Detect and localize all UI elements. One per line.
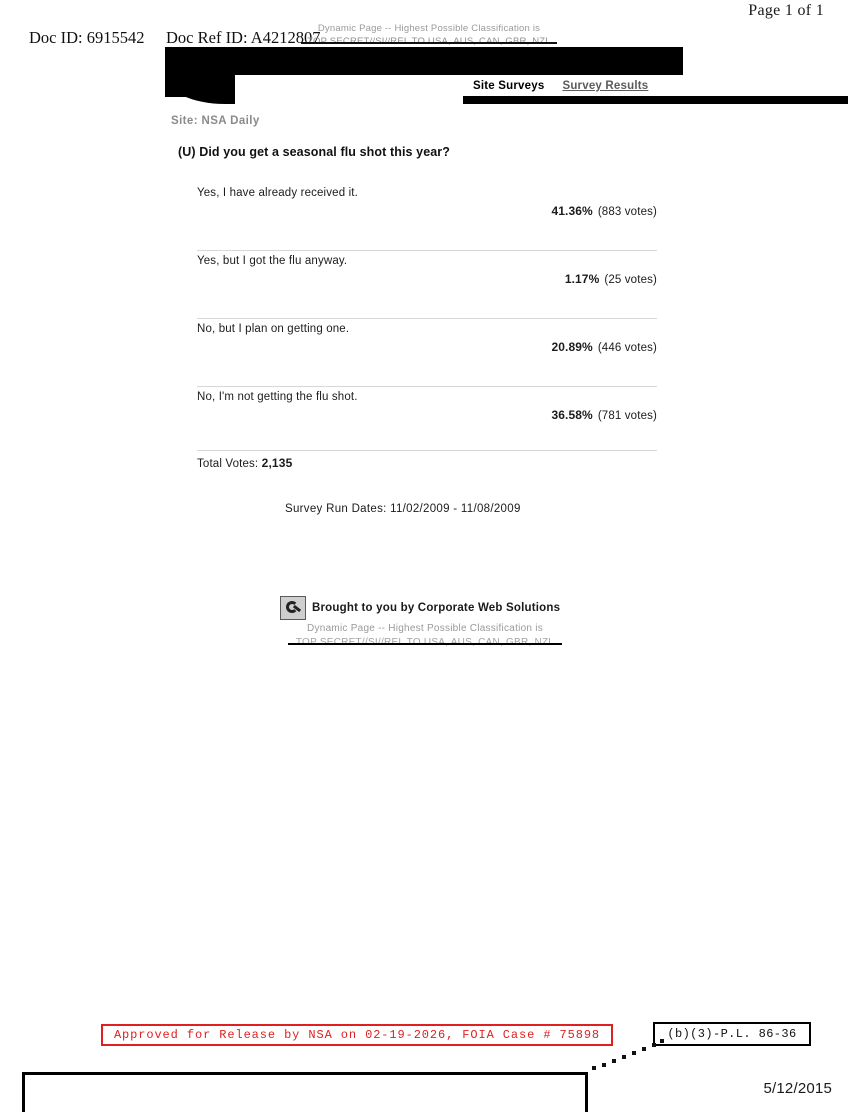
survey-options-list bbox=[197, 183, 657, 454]
survey-run-dates: Survey Run Dates: 11/02/2009 - 11/08/2009 bbox=[285, 503, 521, 515]
bottom-classification-line1: Dynamic Page -- Highest Possible Classification is bbox=[307, 623, 543, 634]
page-indicator: Page 1 of 1 bbox=[748, 2, 824, 19]
option-percent: 1.17% bbox=[564, 272, 600, 286]
bottom-classification-banner bbox=[276, 622, 574, 650]
survey-question: (U) Did you get a seasonal flu shot this year? bbox=[178, 145, 451, 159]
corporate-web-solutions-logo-icon bbox=[280, 596, 306, 620]
option-label: No, I'm not getting the flu shot. bbox=[197, 391, 358, 403]
survey-option-row bbox=[197, 318, 657, 386]
nav-tabs bbox=[465, 77, 683, 95]
banner-redaction-bottom bbox=[463, 96, 848, 104]
doc-id-label: Doc ID: 6915542 bbox=[29, 28, 145, 47]
option-label: No, but I plan on getting one. bbox=[197, 323, 350, 335]
option-percent: 41.36% bbox=[551, 204, 593, 218]
branding-footer bbox=[280, 596, 560, 620]
bottom-redaction-box bbox=[22, 1072, 588, 1112]
survey-option-row bbox=[197, 386, 657, 454]
option-stats bbox=[565, 272, 657, 286]
site-label: Site: NSA Daily bbox=[171, 115, 260, 127]
foia-release-stamp-text: Approved for Release by NSA on 02-19-2026, FOIA Case # 75898 bbox=[113, 1028, 601, 1042]
option-label: Yes, I have already received it. bbox=[197, 187, 358, 199]
bottom-classification-line2: TOP SECRET//SI//REL TO USA, AUS, CAN, GBR, NZL bbox=[295, 637, 555, 648]
total-votes-label: Total Votes: bbox=[197, 458, 259, 470]
top-classification-line2: TOP SECRET//SI//REL TO USA, AUS, CAN, GBR, NZL bbox=[307, 36, 551, 47]
total-votes-value: 2,135 bbox=[261, 456, 293, 470]
foia-exemption-text: (b)(3)-P.L. 86-36 bbox=[667, 1027, 797, 1041]
banner-redaction-left bbox=[165, 75, 201, 97]
total-votes bbox=[197, 456, 292, 470]
exemption-leader-dots bbox=[592, 1038, 668, 1074]
foia-exemption-box bbox=[653, 1022, 811, 1046]
tab-site-surveys[interactable]: Site Surveys bbox=[473, 80, 545, 92]
total-divider bbox=[197, 450, 657, 451]
option-stats bbox=[552, 340, 658, 354]
top-classification-banner bbox=[284, 22, 574, 48]
option-stats bbox=[552, 204, 658, 218]
option-percent: 20.89% bbox=[551, 340, 593, 354]
top-classification-line1: Dynamic Page -- Highest Possible Classification is bbox=[317, 23, 541, 34]
option-votes: (446 votes) bbox=[597, 342, 657, 354]
option-votes: (781 votes) bbox=[597, 410, 657, 422]
option-label: Yes, but I got the flu anyway. bbox=[197, 255, 348, 267]
option-votes: (883 votes) bbox=[597, 206, 657, 218]
option-percent: 36.58% bbox=[551, 408, 593, 422]
survey-option-row bbox=[197, 250, 657, 318]
tab-survey-results[interactable]: Survey Results bbox=[562, 80, 649, 92]
site-banner bbox=[165, 47, 683, 104]
footer-date: 5/12/2015 bbox=[763, 1080, 832, 1097]
survey-option-row bbox=[197, 183, 657, 250]
banner-redaction-top bbox=[165, 47, 683, 75]
doc-ref-id-label: Doc Ref ID: A4212807 bbox=[166, 28, 321, 47]
option-stats bbox=[552, 408, 658, 422]
branding-text: Brought to you by Corporate Web Solutions bbox=[312, 602, 561, 614]
foia-release-stamp bbox=[101, 1024, 613, 1046]
option-votes: (25 votes) bbox=[604, 274, 657, 286]
